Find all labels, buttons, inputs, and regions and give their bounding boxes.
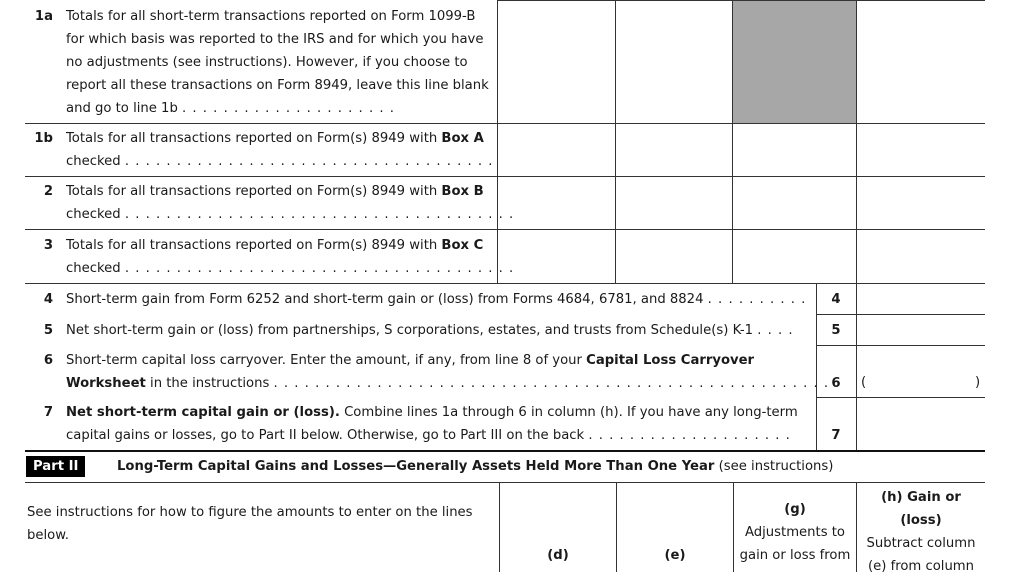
- line-3-col-e-field[interactable]: [616, 230, 732, 283]
- part-title-bold: Long-Term Capital Gains and Losses—Generally Assets Held More Than One Year: [117, 459, 715, 474]
- line-text: no adjustments (see instructions). However, if you choose to: [66, 55, 468, 70]
- line-number: 6: [43, 353, 53, 368]
- column-header-g: [734, 498, 856, 521]
- instructions-text: See instructions for how to figure the amounts to enter on the lines: [27, 505, 473, 520]
- line-text: capital gains or losses, go to Part II below. Otherwise, go to Part III on the back: [66, 428, 585, 443]
- line-text-bold: Worksheet: [66, 376, 146, 391]
- line-2-col-h-field[interactable]: [857, 177, 985, 229]
- leader-dots: . . . . . . . . . . . . . . . . . . . . . . . . . . . . . . . . . . . . . . . . . . . . . . . . . . . . . .: [273, 376, 830, 391]
- column-header-g-desc: Adjustments to: [744, 525, 845, 540]
- line-6-amount-field[interactable]: [868, 346, 973, 397]
- column-header-h: [857, 486, 985, 509]
- line-number: 3: [43, 238, 53, 253]
- line-text: Totals for all transactions reported on Form(s) 8949 with: [66, 184, 438, 199]
- line-text: [66, 424, 791, 447]
- line-text: [66, 203, 514, 226]
- line-text: in the instructions: [150, 376, 270, 391]
- line-1a-col-e-field[interactable]: [616, 1, 732, 123]
- line-number: 5: [43, 323, 53, 338]
- line-box-number: 4: [831, 292, 841, 307]
- line-text: checked: [66, 261, 121, 276]
- line-text: Net short-term gain or (loss) from partnerships, S corporations, estates, and trusts from Schedule(s) K-1: [66, 323, 753, 338]
- line-text: and go to line 1b: [66, 101, 178, 116]
- leader-dots: . . . . . . . . . .: [707, 292, 807, 307]
- line-text: [66, 257, 514, 280]
- line-text: [66, 349, 754, 372]
- line-1a-col-d-field[interactable]: [498, 1, 615, 123]
- line-3-col-h-field[interactable]: [857, 230, 985, 283]
- line-number: 1a: [34, 9, 53, 24]
- line-1a-col-h-field[interactable]: [857, 1, 985, 123]
- line-text: [66, 372, 829, 395]
- line-text-bold: Capital Loss Carryover: [586, 353, 755, 368]
- column-header-h-desc: Subtract column: [866, 536, 976, 551]
- line-text-bold: Box A: [441, 131, 484, 146]
- leader-dots: . . . . . . . . . . . . . . . . . . . .: [588, 428, 791, 443]
- row-divider: [25, 482, 985, 483]
- column-header-g-desc: gain or loss from: [739, 548, 851, 563]
- leader-dots: . . . . . . . . . . . . . . . . . . . . . . . . . . . . . . . . . . . .: [124, 154, 494, 169]
- line-text: [66, 401, 798, 424]
- line-text: Totals for all transactions reported on Form(s) 8949 with: [66, 238, 438, 253]
- line-number: 7: [43, 405, 53, 420]
- line-text: for which basis was reported to the IRS and for which you have: [66, 32, 484, 47]
- column-header-e: [617, 544, 733, 567]
- column-header-e-label: (e): [664, 548, 686, 563]
- line-text: [66, 127, 484, 150]
- line-text: [66, 180, 484, 203]
- line-1b-col-h-field[interactable]: [857, 124, 985, 176]
- column-header-g-label: (g): [784, 502, 806, 517]
- line-text: Short-term gain from Form 6252 and short-term gain or (loss) from Forms 4684, 6781, and 8824: [66, 292, 704, 307]
- line-text: Combine lines 1a through 6 in column (h). If you have any long-term: [344, 405, 798, 420]
- line-text-bold: Net short-term capital gain or (loss).: [66, 405, 340, 420]
- line-1b-col-d-field[interactable]: [498, 124, 615, 176]
- line-text: checked: [66, 207, 121, 222]
- leader-dots: . . . .: [757, 323, 794, 338]
- line-text: Short-term capital loss carryover. Enter the amount, if any, from line 8 of your: [66, 353, 582, 368]
- line-text: Totals for all short-term transactions reported on Form 1099-B: [66, 9, 476, 24]
- leader-dots: . . . . . . . . . . . . . . . . . . . . . . . . . . . . . . . . . . . . . .: [124, 261, 515, 276]
- line-number: 4: [43, 292, 53, 307]
- line-number: 2: [43, 184, 53, 199]
- leader-dots: . . . . . . . . . . . . . . . . . . . . .: [182, 101, 395, 116]
- part-title: [117, 455, 833, 478]
- line-text: [66, 234, 483, 257]
- column-header-h-label: (loss): [900, 513, 942, 528]
- line-4-amount-field[interactable]: [857, 284, 985, 314]
- line-text-bold: Box B: [441, 184, 484, 199]
- line-box-number: 6: [831, 376, 841, 391]
- line-text: [66, 319, 794, 342]
- column-header-d: [500, 544, 616, 567]
- paren-open: (: [861, 375, 867, 390]
- row-divider: [25, 283, 985, 284]
- part-badge: Part II: [26, 456, 85, 477]
- column-header-d-label: (d): [547, 548, 569, 563]
- line-text: [66, 288, 806, 311]
- line-2-col-e-field[interactable]: [616, 177, 732, 229]
- line-text: Totals for all transactions reported on Form(s) 8949 with: [66, 131, 438, 146]
- line-text: report all these transactions on Form 8949, leave this line blank: [66, 78, 489, 93]
- line-5-amount-field[interactable]: [857, 315, 985, 345]
- line-text: [66, 150, 493, 173]
- line-7-amount-field[interactable]: [857, 398, 985, 450]
- line-1b-col-g-field[interactable]: [733, 124, 856, 176]
- leader-dots: . . . . . . . . . . . . . . . . . . . . . . . . . . . . . . . . . . . . . .: [124, 207, 515, 222]
- line-1b-col-e-field[interactable]: [616, 124, 732, 176]
- line-2-col-d-field[interactable]: [498, 177, 615, 229]
- row-divider: [25, 450, 985, 452]
- paren-close: ): [975, 375, 981, 390]
- part-title-suffix: (see instructions): [718, 459, 834, 474]
- line-box-number: 7: [831, 428, 841, 443]
- line-text: [66, 97, 395, 120]
- instructions-text: below.: [27, 528, 69, 543]
- line-3-col-d-field[interactable]: [498, 230, 615, 283]
- line-number: 1b: [34, 131, 53, 146]
- column-header-h-desc: (e) from column: [867, 559, 975, 574]
- line-text: checked: [66, 154, 121, 169]
- column-header-h-label: (h) Gain or: [881, 490, 961, 505]
- line-2-col-g-field[interactable]: [733, 177, 856, 229]
- shaded-cell: [733, 1, 856, 123]
- column-header-h-sub: [857, 509, 985, 532]
- line-3-col-g-field[interactable]: [733, 230, 856, 283]
- line-box-number: 5: [831, 323, 841, 338]
- line-text-bold: Box C: [441, 238, 484, 253]
